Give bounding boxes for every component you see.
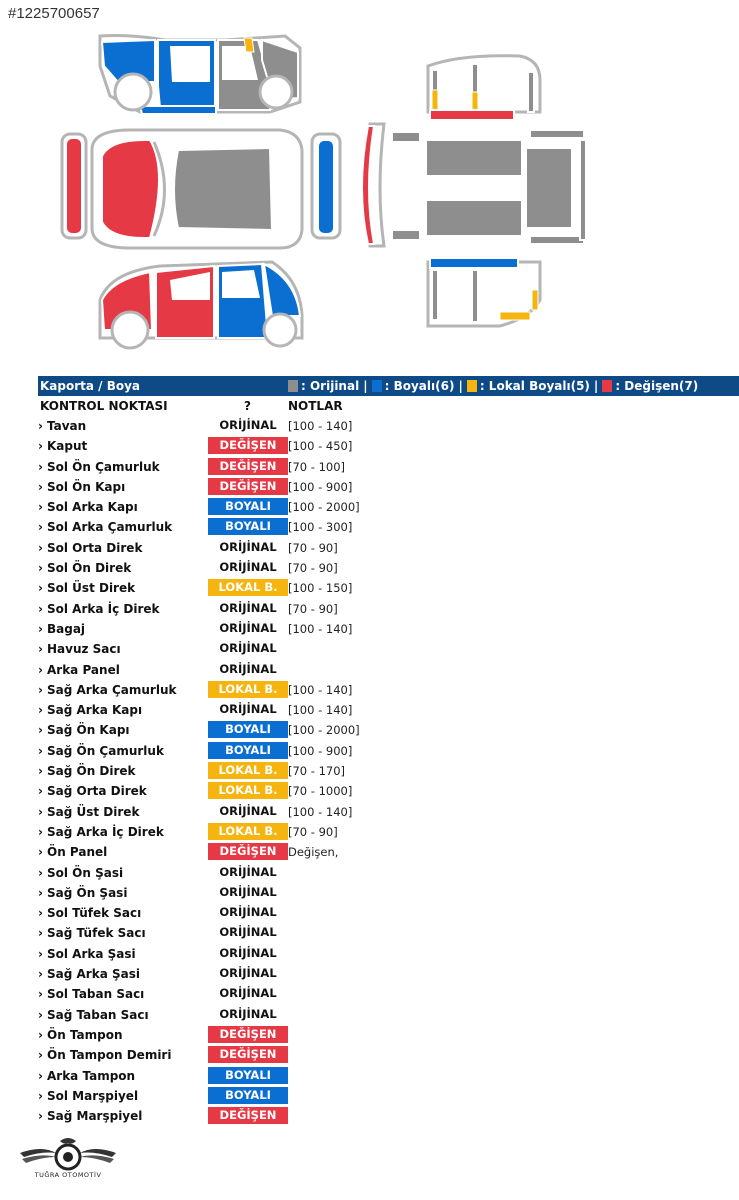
control-point-name xyxy=(38,1089,138,1103)
column-header-status: ? xyxy=(244,399,251,413)
status-badge: BOYALI xyxy=(208,518,288,535)
control-point-name xyxy=(38,439,87,453)
table-row[interactable] xyxy=(38,822,739,842)
status-badge: ORİJİNAL xyxy=(219,620,277,635)
chevron-right-icon: › xyxy=(38,1048,43,1063)
right-sill xyxy=(140,106,216,114)
thickness-note: [100 - 300] xyxy=(288,520,353,535)
status-badge: ORİJİNAL xyxy=(219,925,277,940)
chevron-right-icon: › xyxy=(38,885,43,900)
control-point-label: Sağ Tüfek Sacı xyxy=(47,926,146,941)
left-floor-pan xyxy=(426,140,522,176)
control-point-name xyxy=(38,764,136,778)
status-badge: ORİJİNAL xyxy=(219,905,277,920)
status-badge: ORİJİNAL xyxy=(219,418,277,432)
table-row[interactable] xyxy=(38,1005,739,1025)
chevron-right-icon: › xyxy=(38,764,43,779)
winged-wheel-logo-icon xyxy=(16,1137,120,1171)
table-row[interactable] xyxy=(38,964,739,984)
table-row[interactable] xyxy=(38,619,739,639)
table-row[interactable] xyxy=(38,497,739,517)
legend-boyali: : Boyalı(6) xyxy=(384,379,455,393)
control-point-name xyxy=(38,663,120,677)
rear-bumper-panel xyxy=(318,140,334,234)
table-row[interactable] xyxy=(38,802,739,822)
table-row[interactable] xyxy=(38,944,739,964)
chevron-right-icon: › xyxy=(38,601,43,616)
legend xyxy=(288,379,698,393)
control-point-name xyxy=(38,480,125,494)
control-point-name xyxy=(38,541,142,555)
control-point-label: Sağ Arka Çamurluk xyxy=(47,682,177,697)
front-panel-upper xyxy=(430,110,514,120)
table-row[interactable] xyxy=(38,660,739,680)
table-row[interactable] xyxy=(38,680,739,700)
table-row[interactable] xyxy=(38,558,739,578)
car-chassis-view xyxy=(362,56,586,326)
status-badge: DEĞİŞEN xyxy=(208,437,288,454)
thickness-note: Değişen, xyxy=(288,845,339,860)
legend-bar xyxy=(38,376,739,396)
thickness-note: [100 - 140] xyxy=(288,682,353,697)
thickness-note: [100 - 140] xyxy=(288,419,353,433)
control-point-label: Sol Arka İç Direk xyxy=(47,601,160,616)
chevron-right-icon: › xyxy=(38,459,43,474)
chevron-right-icon: › xyxy=(38,865,43,880)
status-badge: ORİJİNAL xyxy=(219,702,277,717)
table-row[interactable] xyxy=(38,599,739,619)
status-badge: ORİJİNAL xyxy=(219,864,277,879)
control-point-label: Ön Tampon xyxy=(47,1027,123,1042)
control-point-name xyxy=(38,1109,142,1123)
thickness-note: [100 - 150] xyxy=(288,581,353,596)
status-badge: ORİJİNAL xyxy=(219,1006,277,1021)
chevron-right-icon: › xyxy=(38,946,43,961)
chevron-right-icon: › xyxy=(38,662,43,677)
control-point-name xyxy=(38,744,164,758)
chevron-right-icon: › xyxy=(38,703,43,718)
thickness-note: [100 - 900] xyxy=(288,743,353,758)
control-point-label: Havuz Sacı xyxy=(47,642,121,657)
thickness-note: [70 - 170] xyxy=(288,764,346,779)
status-badge: DEĞİŞEN xyxy=(208,1107,288,1124)
table-row[interactable] xyxy=(38,720,739,740)
thickness-note: [70 - 1000] xyxy=(288,784,353,799)
status-badge: LOKAL B. xyxy=(208,782,288,799)
chevron-right-icon: › xyxy=(38,845,43,860)
table-row[interactable] xyxy=(38,984,739,1004)
control-point-name xyxy=(38,906,141,920)
table-row[interactable] xyxy=(38,842,739,862)
status-badge: ORİJİNAL xyxy=(219,539,277,554)
status-badge: LOKAL B. xyxy=(208,823,288,840)
chevron-right-icon: › xyxy=(38,642,43,657)
control-point-name xyxy=(38,1028,123,1042)
table-row[interactable] xyxy=(38,1045,739,1065)
control-point-label: Arka Tampon xyxy=(47,1068,136,1083)
control-point-label: Sağ Ön Şasi xyxy=(47,885,128,900)
car-left-side-view xyxy=(100,262,302,348)
control-point-label: Sağ Arka Kapı xyxy=(47,703,143,718)
status-badge: DEĞİŞEN xyxy=(208,1026,288,1043)
car-damage-diagram xyxy=(0,0,739,360)
chevron-right-icon: › xyxy=(38,824,43,839)
right-floor-pan xyxy=(426,200,522,236)
column-header-point: KONTROL NOKTASI xyxy=(40,399,168,413)
status-badge: DEĞİŞEN xyxy=(208,1046,288,1063)
listing-id: #1225700657 xyxy=(8,5,100,22)
table-row[interactable] xyxy=(38,1106,739,1126)
control-point-label: Sağ Ön Direk xyxy=(47,764,136,779)
table-row[interactable] xyxy=(38,741,739,761)
table-row[interactable] xyxy=(38,436,739,456)
chevron-right-icon: › xyxy=(38,540,43,555)
chevron-right-icon: › xyxy=(38,561,43,576)
legend-separator: | xyxy=(363,379,368,393)
control-point-name xyxy=(38,500,138,514)
control-point-label: Tavan xyxy=(47,419,87,433)
control-point-name xyxy=(38,602,160,616)
control-point-label: Sağ Üst Direk xyxy=(47,804,140,819)
control-point-label: Sol Taban Sacı xyxy=(47,987,145,1002)
hood-panel xyxy=(102,140,159,238)
column-header-notes: NOTLAR xyxy=(288,399,343,413)
status-badge: ORİJİNAL xyxy=(219,884,277,899)
control-point-label: Sol Arka Kapı xyxy=(47,500,138,515)
legend-separator: | xyxy=(593,379,599,393)
table-row[interactable] xyxy=(38,781,739,801)
table-row[interactable] xyxy=(38,416,739,436)
table-body xyxy=(38,416,739,1126)
table-row[interactable] xyxy=(38,700,739,720)
control-point-name xyxy=(38,1069,135,1083)
table-row[interactable] xyxy=(38,517,739,537)
chevron-right-icon: › xyxy=(38,804,43,819)
control-point-label: Sağ Ön Çamurluk xyxy=(47,743,164,758)
thickness-note: [70 - 90] xyxy=(288,824,338,839)
control-point-name xyxy=(38,926,146,940)
table-row[interactable] xyxy=(38,903,739,923)
chevron-right-icon: › xyxy=(38,621,43,636)
control-point-label: Sol Ön Direk xyxy=(47,561,132,576)
table-row[interactable] xyxy=(38,883,739,903)
status-badge: ORİJİNAL xyxy=(219,803,277,818)
thickness-note: [70 - 90] xyxy=(288,540,338,555)
left-rear-inner-pillar-local xyxy=(432,90,438,112)
status-badge: LOKAL B. xyxy=(208,579,288,596)
thickness-note: [100 - 2000] xyxy=(288,500,360,515)
front-panel xyxy=(362,126,374,244)
control-point-name xyxy=(38,825,164,839)
control-point-label: Sol Ön Şasi xyxy=(47,865,124,880)
lokal-swatch xyxy=(467,380,477,392)
control-point-label: Bagaj xyxy=(47,621,86,636)
control-point-name xyxy=(38,703,142,717)
control-point-name xyxy=(38,419,86,433)
chevron-right-icon: › xyxy=(38,1027,43,1042)
control-point-name xyxy=(38,886,127,900)
car-right-side-view xyxy=(100,36,300,115)
control-point-name xyxy=(38,561,131,575)
chevron-right-icon: › xyxy=(38,1068,43,1083)
control-point-label: Sol Ön Kapı xyxy=(47,479,126,494)
status-badge: LOKAL B. xyxy=(208,762,288,779)
chevron-right-icon: › xyxy=(38,479,43,494)
chevron-right-icon: › xyxy=(38,1109,43,1124)
table-row[interactable] xyxy=(38,923,739,943)
control-point-name xyxy=(38,866,123,880)
chevron-right-icon: › xyxy=(38,500,43,515)
chevron-right-icon: › xyxy=(38,581,43,596)
thickness-note: [100 - 140] xyxy=(288,804,353,819)
thickness-note: [70 - 100] xyxy=(288,459,346,474)
right-sill-upper xyxy=(430,258,518,268)
legend-degisen: : Değişen(7) xyxy=(615,379,699,393)
thickness-note: [70 - 90] xyxy=(288,561,338,576)
paint-report xyxy=(38,376,739,1126)
degisen-swatch xyxy=(602,380,612,392)
thickness-note: [100 - 450] xyxy=(288,439,353,454)
control-point-name xyxy=(38,622,85,636)
table-row[interactable] xyxy=(38,1066,739,1086)
control-point-label: Sol Arka Şasi xyxy=(47,946,136,961)
status-badge: DEĞİŞEN xyxy=(208,478,288,495)
control-point-label: Ön Panel xyxy=(47,845,108,860)
thickness-note: [70 - 90] xyxy=(288,601,338,616)
control-point-label: Sol Marşpiyel xyxy=(47,1088,139,1103)
brand-logo xyxy=(16,1137,120,1183)
control-point-name xyxy=(38,805,139,819)
control-point-label: Sağ Arka İç Direk xyxy=(47,824,164,839)
table-row[interactable] xyxy=(38,1025,739,1045)
status-badge: ORİJİNAL xyxy=(219,661,277,676)
control-point-label: Ön Tampon Demiri xyxy=(47,1048,172,1063)
status-badge: BOYALI xyxy=(208,1067,288,1084)
legend-lokal: : Lokal Boyalı(5) xyxy=(479,379,590,393)
control-point-label: Sol Arka Çamurluk xyxy=(47,520,173,535)
chevron-right-icon: › xyxy=(38,906,43,921)
status-badge: BOYALI xyxy=(208,1087,288,1104)
table-row[interactable] xyxy=(38,477,739,497)
control-point-label: Sağ Arka Şasi xyxy=(47,967,140,982)
status-badge: ORİJİNAL xyxy=(219,600,277,615)
status-badge: ORİJİNAL xyxy=(219,966,277,981)
chevron-right-icon: › xyxy=(38,926,43,941)
car-top-view xyxy=(62,130,340,248)
control-point-label: Sağ Orta Direk xyxy=(47,784,147,799)
control-point-name xyxy=(38,642,121,656)
status-badge: LOKAL B. xyxy=(208,681,288,698)
chevron-right-icon: › xyxy=(38,987,43,1002)
table-row[interactable] xyxy=(38,639,739,659)
thickness-note: [100 - 2000] xyxy=(288,723,360,738)
control-point-label: Sağ Marşpiyel xyxy=(47,1109,143,1124)
status-badge: ORİJİNAL xyxy=(219,945,277,960)
control-point-label: Sağ Taban Sacı xyxy=(47,1007,149,1022)
chevron-right-icon: › xyxy=(38,784,43,799)
control-point-name xyxy=(38,947,136,961)
control-point-label: Sol Üst Direk xyxy=(47,581,136,596)
status-badge: DEĞİŞEN xyxy=(208,843,288,860)
logo-text: TUĞRA OTOMOTİV xyxy=(34,1171,102,1179)
control-point-name xyxy=(38,1048,171,1062)
right-rear-pillar-local xyxy=(500,312,530,320)
roof-panel xyxy=(174,148,272,230)
status-badge: BOYALI xyxy=(208,742,288,759)
chevron-right-icon: › xyxy=(38,1007,43,1022)
front-bumper-panel xyxy=(66,138,82,234)
status-badge: BOYALI xyxy=(208,498,288,515)
table-row[interactable] xyxy=(38,578,739,598)
control-point-label: Kaput xyxy=(47,439,88,454)
control-point-label: Sol Orta Direk xyxy=(47,540,143,555)
boyali-swatch xyxy=(372,380,382,392)
report-title: Kaporta / Boya xyxy=(40,379,141,393)
control-point-label: Sol Tüfek Sacı xyxy=(47,906,142,921)
chevron-right-icon: › xyxy=(38,520,43,535)
chevron-right-icon: › xyxy=(38,743,43,758)
control-point-name xyxy=(38,683,176,697)
control-point-label: Arka Panel xyxy=(47,662,120,677)
control-point-name xyxy=(38,520,172,534)
legend-orijinal: : Orijinal xyxy=(301,379,360,393)
chevron-right-icon: › xyxy=(38,1088,43,1103)
status-badge: ORİJİNAL xyxy=(219,641,277,656)
status-badge: DEĞİŞEN xyxy=(208,458,288,475)
thickness-note: [100 - 140] xyxy=(288,621,353,636)
status-badge: ORİJİNAL xyxy=(219,560,277,575)
control-point-name xyxy=(38,723,130,737)
table-row[interactable] xyxy=(38,761,739,781)
chevron-right-icon: › xyxy=(38,419,43,433)
control-point-name xyxy=(38,845,107,859)
chevron-right-icon: › xyxy=(38,682,43,697)
chevron-right-icon: › xyxy=(38,723,43,738)
control-point-name xyxy=(38,784,147,798)
status-badge: BOYALI xyxy=(208,721,288,738)
right-pillar-local-paint xyxy=(244,38,254,52)
chevron-right-icon: › xyxy=(38,439,43,454)
orijinal-swatch xyxy=(288,380,298,392)
table-header xyxy=(38,396,739,416)
table-row[interactable] xyxy=(38,1086,739,1106)
table-row[interactable] xyxy=(38,538,739,558)
control-point-name xyxy=(38,987,144,1001)
trunk-floor xyxy=(526,148,572,228)
control-point-name xyxy=(38,460,160,474)
control-point-name xyxy=(38,1008,149,1022)
control-point-name xyxy=(38,581,135,595)
control-point-name xyxy=(38,967,140,981)
table-row[interactable] xyxy=(38,457,739,477)
legend-separator: | xyxy=(458,379,463,393)
status-badge: ORİJİNAL xyxy=(219,986,277,1001)
table-row[interactable] xyxy=(38,863,739,883)
control-point-label: Sağ Ön Kapı xyxy=(47,723,130,738)
chevron-right-icon: › xyxy=(38,967,43,982)
thickness-note: [100 - 140] xyxy=(288,703,353,718)
thickness-note: [100 - 900] xyxy=(288,479,353,494)
control-point-label: Sol Ön Çamurluk xyxy=(47,459,160,474)
